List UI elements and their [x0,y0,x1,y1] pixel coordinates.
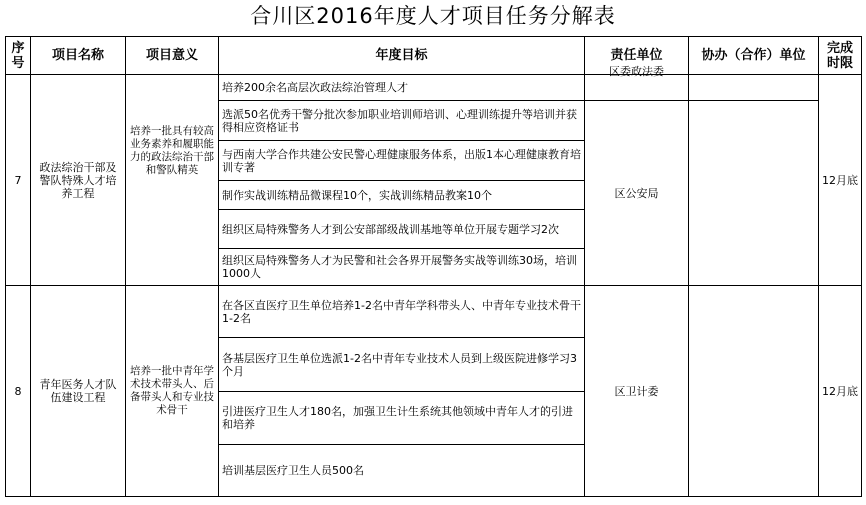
goal-item: 引进医疗卫生人才180名，加强卫生计生系统其他领域中青年人才的引进和培养 [222,405,573,431]
row-seq: 7 [14,173,22,187]
goal-item: 组织区局特殊警务人才为民警和社会各界开展警务实战等训练30场，培训1000人 [222,254,577,280]
page-title: 合川区2016年度人才项目任务分解表 [250,4,616,28]
header-seq: 序号 [11,40,25,71]
header-project-name: 项目名称 [51,48,104,63]
responsible-unit: 区卫计委 [614,384,659,398]
project-meaning: 培养一批具有较高业务素养和履职能力的政法综治干部和警队精英 [130,125,214,176]
header-project-meaning: 项目意义 [145,48,198,63]
project-name: 政法综治干部及警队特殊人才培养工程 [39,160,117,200]
header-annual-goals: 年度目标 [375,48,428,63]
responsible-unit-clipped: 区委政法委 [609,64,664,78]
responsible-unit: 区公安局 [614,186,659,200]
goal-item: 在各区直医疗卫生单位培养1-2名中青年学科带头人、中青年专业技术骨干1-2名 [222,298,581,325]
goal-item: 组织区局特殊警务人才到公安部部级战训基地等单位开展专题学习2次 [222,222,559,236]
goal-item: 培养200余名高层次政法综治管理人才 [222,81,408,94]
header-deadline: 完成时限 [826,40,853,71]
project-meaning: 培养一批中青年学术技术带头人、后备带头人和专业技术骨干 [130,365,214,416]
goal-item: 培训基层医疗卫生人员500名 [222,464,364,477]
cooperating-unit [689,286,818,496]
row-seq: 8 [14,384,22,398]
header-cooperating-unit: 协办（合作）单位 [701,48,806,63]
deadline: 12月底 [822,173,858,187]
goal-item: 选派50名优秀干警分批次参加职业培训师培训、心理训练提升等培训并获得相应资格证书 [222,107,577,134]
cooperating-unit [689,75,818,285]
header-responsible-unit: 责任单位 [610,48,663,63]
goal-item: 与西南大学合作共建公安民警心理健康服务体系，出版1本心理健康教育培训专著 [222,147,581,174]
project-name: 青年医务人才队伍建设工程 [39,378,117,404]
goal-item: 制作实战训练精品微课程10个，实战训练精品教案10个 [222,188,492,202]
goal-item: 各基层医疗卫生单位选派1-2名中青年专业技术人员到上级医院进修学习3个月 [222,351,577,378]
deadline: 12月底 [822,384,858,398]
